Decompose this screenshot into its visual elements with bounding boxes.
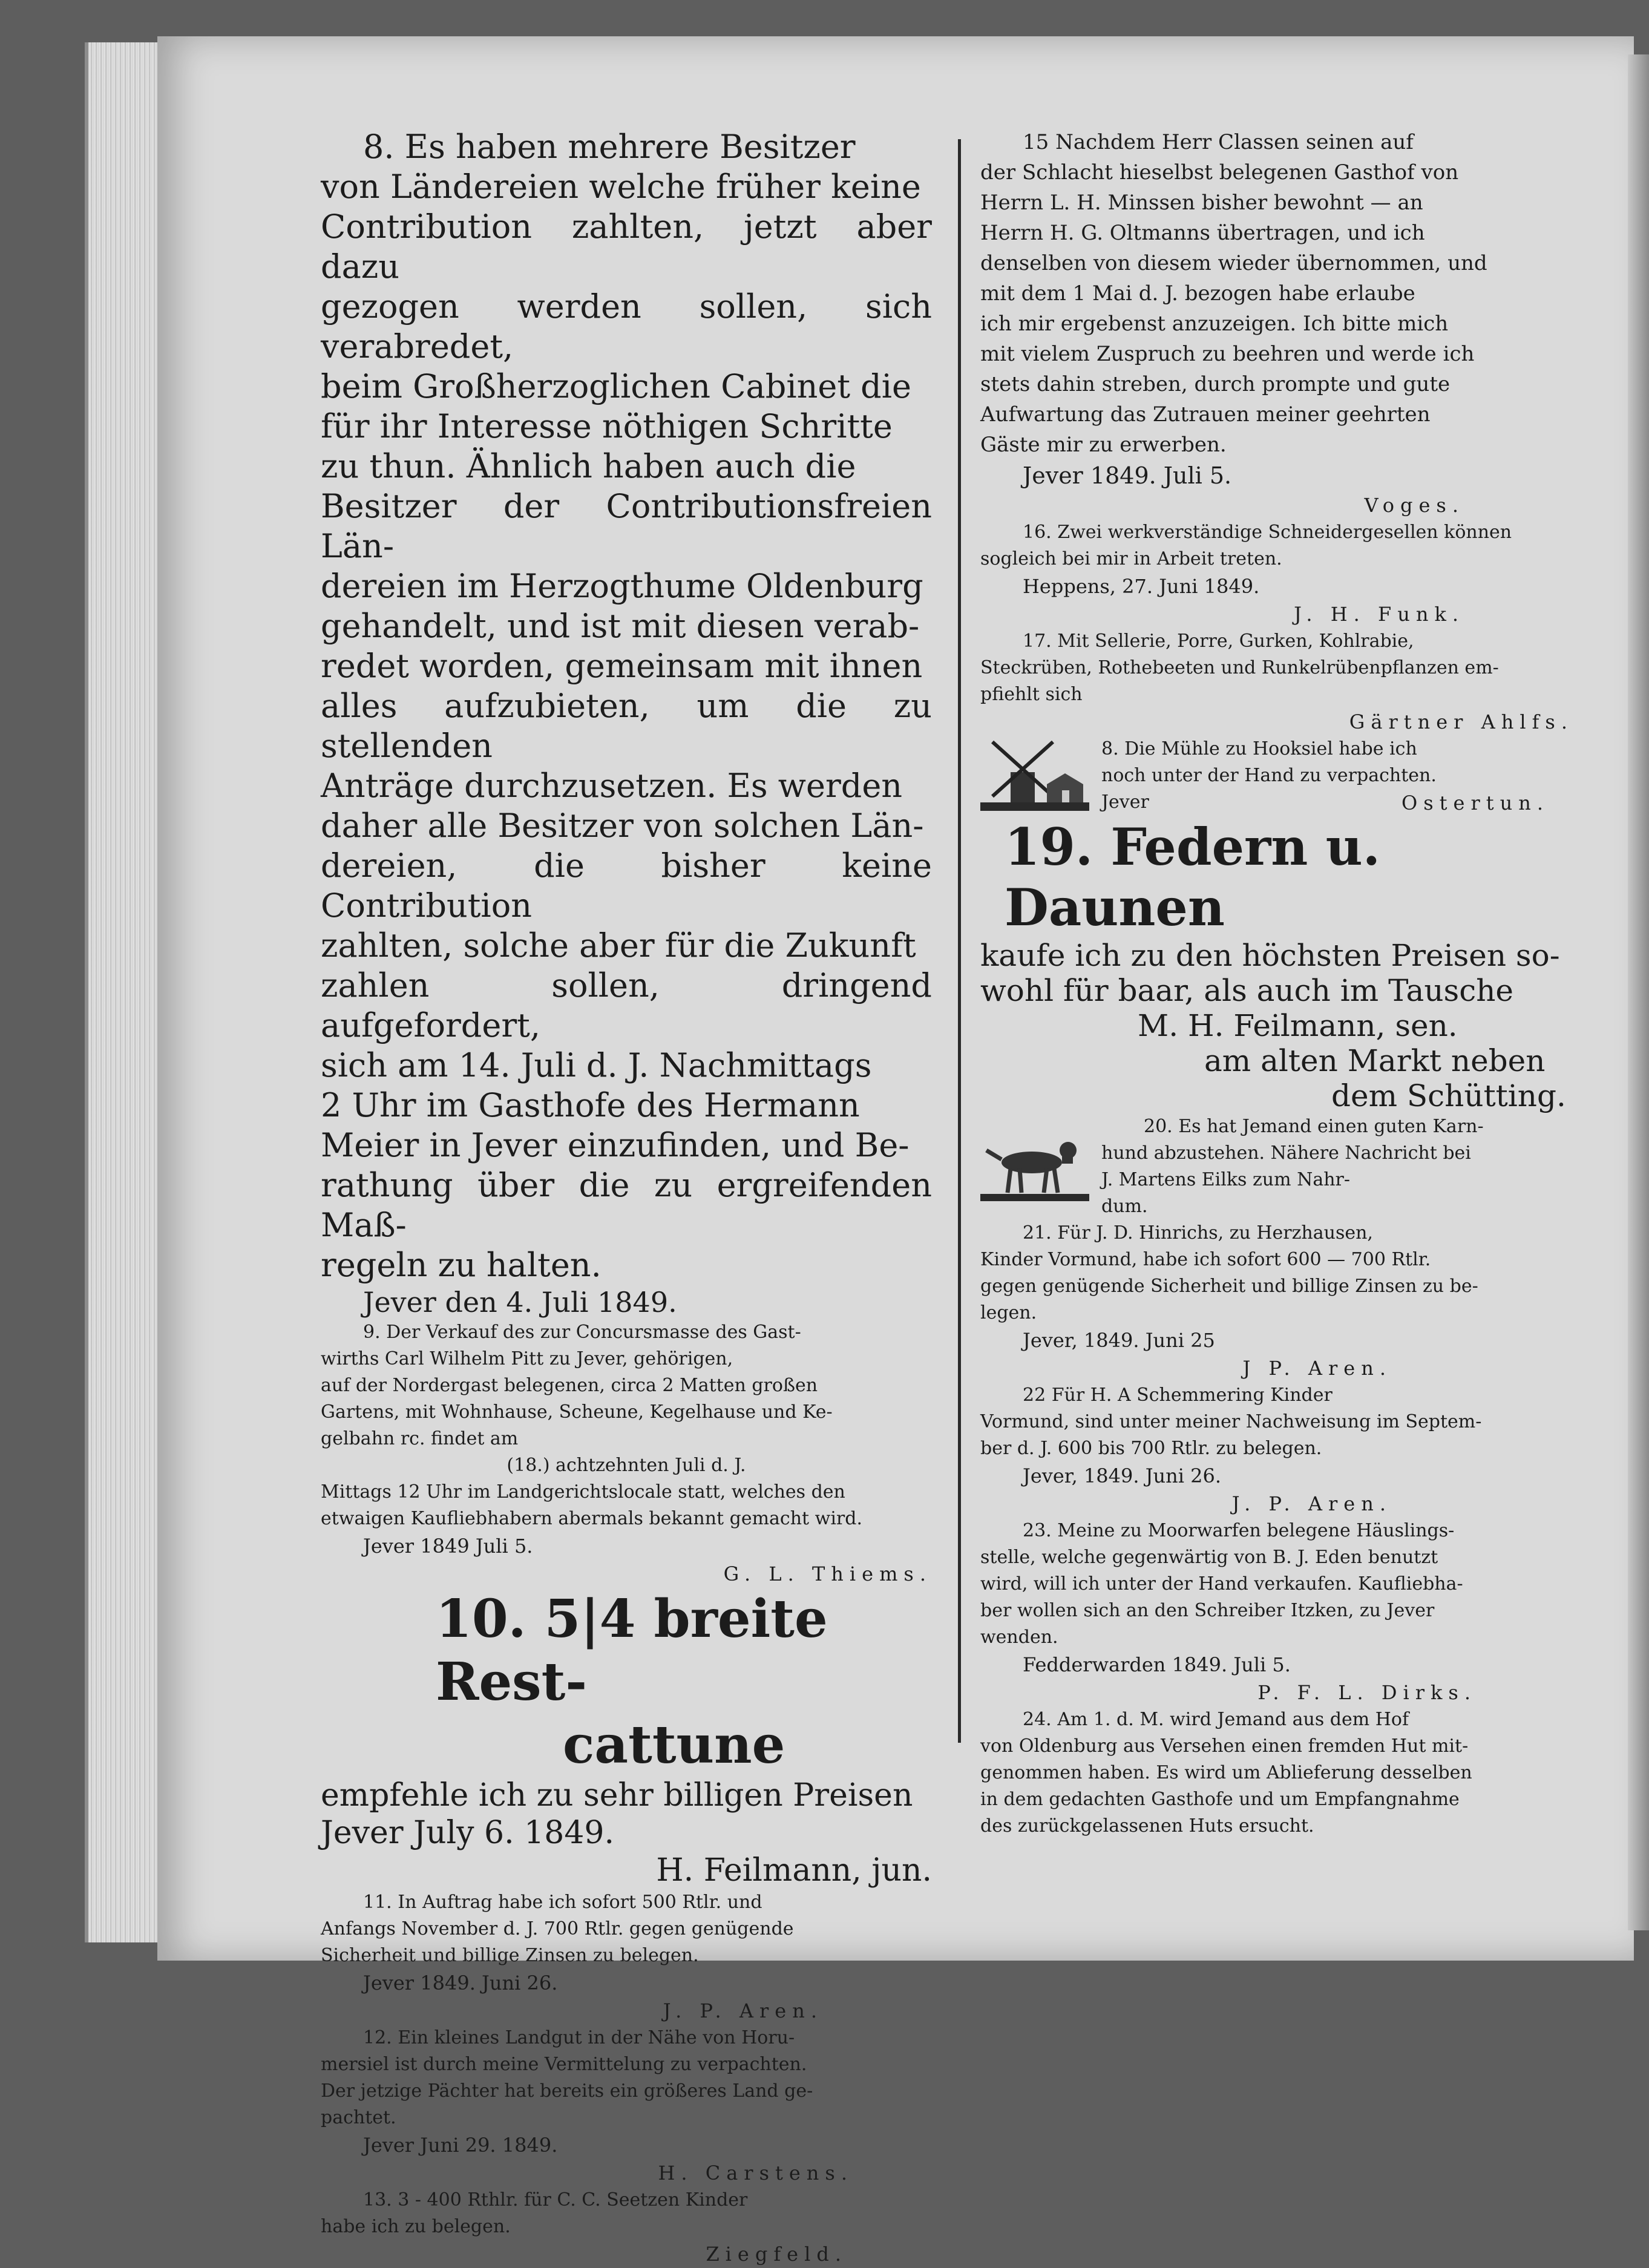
notice-9-line: Mittags 12 Uhr im Landgerichtslocale statt, welches den bbox=[321, 1481, 845, 1503]
notice-8-line: alles aufzubieten, um die zu stellenden bbox=[321, 687, 932, 765]
notice-23-line: wird, will ich unter der Hand verkaufen. Kaufliebha- bbox=[980, 1573, 1463, 1594]
notice-15-line: Gäste mir zu erwerben. bbox=[980, 433, 1227, 457]
notice-10-signature: H. Feilmann, jun. bbox=[656, 1852, 932, 1889]
notice-19-line: dem Schütting. bbox=[1331, 1078, 1566, 1113]
notice-17-signature: Gärtner Ahlfs. bbox=[1349, 710, 1573, 733]
notice-23-line: ber wollen sich an den Schreiber Itzken, zu Jever bbox=[980, 1600, 1435, 1621]
notice-9-line: wirths Carl Wilhelm Pitt zu Jever, gehörigen, bbox=[321, 1348, 733, 1369]
notice-11-line: 11. In Auftrag habe ich sofort 500 Rtlr. und bbox=[363, 1892, 762, 1913]
notice-11-date: Jever 1849. Juni 26. bbox=[363, 1971, 558, 1994]
notice-21-line: Kinder Vormund, habe ich sofort 600 — 700 Rtlr. bbox=[980, 1249, 1431, 1270]
notice-9-date: Jever 1849 Juli 5. bbox=[363, 1535, 533, 1558]
notice-8-line: redet worden, gemeinsam mit ihnen bbox=[321, 647, 923, 685]
notice-15-signature: Voges. bbox=[1364, 494, 1464, 517]
notice-10-headline: 10. 5|4 breite Rest- bbox=[436, 1588, 828, 1712]
notice-8-line: gezogen werden sollen, sich verabredet, bbox=[321, 287, 932, 365]
notice-12-signature: H. Carstens. bbox=[658, 2161, 853, 2184]
notice-8-line: sich am 14. Juli d. J. Nachmittags bbox=[321, 1046, 872, 1084]
notice-20 bbox=[980, 1113, 1573, 1220]
notice-8-line: zahlten, solche aber für die Zukunft bbox=[321, 926, 916, 965]
notice-12-line: pachtet. bbox=[321, 2107, 396, 2128]
notice-21-line: legen. bbox=[980, 1302, 1037, 1323]
notice-19-line: M. H. Feilmann, sen. bbox=[1138, 1008, 1458, 1043]
notice-10-line: Jever July 6. 1849. bbox=[321, 1815, 615, 1851]
notice-24-line: genommen haben. Es wird um Ablieferung desselben bbox=[980, 1762, 1472, 1783]
notice-12 bbox=[321, 2025, 932, 2187]
notice-9-line: 9. Der Verkauf des zur Concursmasse des Gast- bbox=[363, 1322, 801, 1343]
notice-15-line: 15 Nachdem Herr Classen seinen auf bbox=[1023, 130, 1414, 154]
notice-12-date: Jever Juni 29. 1849. bbox=[363, 2134, 558, 2157]
notice-8-date: Jever den 4. Juli 1849. bbox=[363, 1286, 677, 1319]
notice-10-headline-2: cattune bbox=[563, 1714, 785, 1775]
notice-16 bbox=[980, 519, 1573, 628]
notice-21 bbox=[980, 1220, 1573, 1382]
dog-illustration bbox=[980, 1126, 1089, 1207]
notice-23 bbox=[980, 1518, 1573, 1706]
notice-8-line: Contribution zahlten, jetzt aber dazu bbox=[321, 208, 932, 286]
notice-18-line: 8. Die Mühle zu Hooksiel habe ich bbox=[1101, 738, 1417, 759]
notice-11-signature: J. P. Aren. bbox=[663, 1999, 823, 2022]
notice-23-line: 23. Meine zu Moorwarfen belegene Häuslings- bbox=[1023, 1520, 1455, 1541]
notice-13-line: habe ich zu belegen. bbox=[321, 2216, 511, 2237]
notice-8-line: zahlen sollen, dringend aufgefordert, bbox=[321, 966, 932, 1044]
notice-22-line: ber d. J. 600 bis 700 Rtlr. zu belegen. bbox=[980, 1438, 1322, 1459]
notice-8-line: regeln zu halten. bbox=[321, 1246, 602, 1284]
notice-11-line: Anfangs November d. J. 700 Rtlr. gegen genügende bbox=[321, 1918, 794, 1939]
notice-21-line: gegen genügende Sicherheit und billige Zinsen zu be- bbox=[980, 1276, 1478, 1297]
notice-24 bbox=[980, 1706, 1573, 1840]
notice-10-line: empfehle ich zu sehr billigen Preisen bbox=[321, 1777, 913, 1814]
notice-16-line: 16. Zwei werkverständige Schneidergesellen können bbox=[1023, 522, 1512, 543]
notice-15-line: denselben von diesem wieder übernommen, und bbox=[980, 251, 1487, 275]
notice-17-line: Steckrüben, Rothebeeten und Runkelrübenpflanzen em- bbox=[980, 657, 1499, 678]
notice-23-signature: P. F. L. Dirks. bbox=[1257, 1681, 1477, 1704]
notice-8-line: Meier in Jever einzufinden, und Be- bbox=[321, 1126, 910, 1164]
notice-20-line: J. Martens Eilks zum Nahr- bbox=[1101, 1169, 1351, 1190]
notice-9 bbox=[321, 1319, 932, 1588]
notice-24-line: des zurückgelassenen Huts ersucht. bbox=[980, 1815, 1314, 1837]
notice-13-signature: Ziegfeld. bbox=[706, 2243, 847, 2266]
notice-24-line: von Oldenburg aus Versehen einen fremden Hut mit- bbox=[980, 1735, 1469, 1757]
notice-15-line: stets dahin streben, durch prompte und gute bbox=[980, 372, 1451, 396]
notice-19-line: wohl für baar, als auch im Tausche bbox=[980, 973, 1514, 1008]
notice-19-headline: 19. Federn u. Daunen bbox=[1005, 817, 1380, 937]
notice-8-line: für ihr Interesse nöthigen Schritte bbox=[321, 407, 893, 445]
notice-8-line: gehandelt, und ist mit diesen verab- bbox=[321, 607, 920, 645]
notice-15-line: mit vielem Zuspruch zu beehren und werde ich bbox=[980, 342, 1475, 366]
notice-17-line: 17. Mit Sellerie, Porre, Gurken, Kohlrabie, bbox=[1023, 631, 1414, 652]
notice-15-line: der Schlacht hieselbst belegenen Gasthof von bbox=[980, 160, 1459, 185]
notice-24-line: 24. Am 1. d. M. wird Jemand aus dem Hof bbox=[1023, 1709, 1409, 1730]
notice-12-line: mersiel ist durch meine Vermittelung zu verpachten. bbox=[321, 2054, 807, 2075]
notice-9-line: gelbahn rc. findet am bbox=[321, 1428, 519, 1449]
notice-23-line: wenden. bbox=[980, 1627, 1058, 1648]
notice-16-signature: J. H. Funk. bbox=[1294, 603, 1464, 626]
column-divider bbox=[958, 139, 961, 1743]
notice-15-line: Herrn L. H. Minssen bisher bewohnt — an bbox=[980, 191, 1423, 215]
notice-17-line: pfiehlt sich bbox=[980, 684, 1083, 705]
notice-11 bbox=[321, 1889, 932, 2025]
notice-20-line: dum. bbox=[1101, 1196, 1148, 1217]
notice-15-line: Aufwartung das Zutrauen meiner geehrten bbox=[980, 402, 1431, 427]
notice-9-line: Gartens, mit Wohnhause, Scheune, Kegelhause und Ke- bbox=[321, 1401, 833, 1423]
windmill-illustration bbox=[980, 736, 1089, 817]
book-cover-edge bbox=[1628, 54, 1649, 1930]
notice-21-line: 21. Für J. D. Hinrichs, zu Herzhausen, bbox=[1023, 1222, 1373, 1244]
notice-19 bbox=[980, 817, 1573, 1113]
notice-9-auction-date: (18.) achtzehnten Juli d. J. bbox=[507, 1455, 746, 1476]
notice-23-date: Fedderwarden 1849. Juli 5. bbox=[1023, 1653, 1291, 1676]
notice-8-line: 2 Uhr im Gasthofe des Hermann bbox=[321, 1086, 860, 1124]
notice-18-place: Jever bbox=[1101, 792, 1149, 813]
notice-16-date: Heppens, 27. Juni 1849. bbox=[1023, 575, 1260, 598]
notice-22-line: Vormund, sind unter meiner Nachweisung im Septem- bbox=[980, 1411, 1482, 1432]
notice-19-line: kaufe ich zu den höchsten Preisen so- bbox=[980, 938, 1560, 973]
notice-19-line: am alten Markt neben bbox=[1204, 1043, 1546, 1078]
notice-8-line: 8. Es haben mehrere Besitzer bbox=[363, 128, 856, 166]
notice-10 bbox=[321, 1588, 932, 1889]
notice-12-line: 12. Ein kleines Landgut in der Nähe von Horu- bbox=[363, 2027, 795, 2048]
notice-8-line: zu thun. Ähnlich haben auch die bbox=[321, 447, 856, 485]
notice-11-line: Sicherheit und billige Zinsen zu belegen. bbox=[321, 1945, 699, 1966]
notice-8-line: Anträge durchzusetzen. Es werden bbox=[321, 767, 903, 805]
left-column bbox=[321, 127, 932, 2268]
notice-18-signature: Ostertun. bbox=[1401, 792, 1549, 814]
notice-16-line: sogleich bei mir in Arbeit treten. bbox=[980, 548, 1282, 569]
notice-20-line: hund abzustehen. Nähere Nachricht bei bbox=[1101, 1142, 1471, 1164]
notice-21-signature: J P. Aren. bbox=[1242, 1357, 1392, 1380]
notice-22-signature: J. P. Aren. bbox=[1231, 1492, 1392, 1515]
notice-8-line: Besitzer der Contributionsfreien Län- bbox=[321, 487, 932, 565]
notice-9-signature: G. L. Thiems. bbox=[723, 1562, 932, 1585]
notice-15-date: Jever 1849. Juli 5. bbox=[1023, 462, 1232, 489]
notice-8-line: dereien im Herzogthume Oldenburg bbox=[321, 567, 923, 605]
notice-22 bbox=[980, 1382, 1573, 1518]
notice-13 bbox=[321, 2187, 932, 2268]
notice-22-date: Jever, 1849. Juni 26. bbox=[1023, 1464, 1222, 1487]
notice-20-line: 20. Es hat Jemand einen guten Karn- bbox=[1144, 1116, 1484, 1137]
notice-13-line: 13. 3 - 400 Rthlr. für C. C. Seetzen Kinder bbox=[363, 2189, 748, 2211]
notice-15 bbox=[980, 127, 1573, 519]
notice-17 bbox=[980, 628, 1573, 736]
notice-8-line: daher alle Besitzer von solchen Län- bbox=[321, 807, 924, 845]
notice-24-line: in dem gedachten Gasthofe und um Empfangnahme bbox=[980, 1789, 1460, 1810]
notice-15-line: mit dem 1 Mai d. J. bezogen habe erlaube bbox=[980, 281, 1415, 306]
notice-12-line: Der jetzige Pächter hat bereits ein größeres Land ge- bbox=[321, 2080, 813, 2102]
notice-18-line: noch unter der Hand zu verpachten. bbox=[1101, 765, 1437, 786]
notice-8-line: von Ländereien welche früher keine bbox=[321, 168, 921, 206]
notice-8-line: rathung über die zu ergreifenden Maß- bbox=[321, 1166, 932, 1244]
notice-15-line: ich mir ergebenst anzuzeigen. Ich bitte mich bbox=[980, 312, 1449, 336]
notice-8-line: dereien, die bisher keine Contribution bbox=[321, 847, 932, 925]
notice-22-line: 22 Für H. A Schemmering Kinder bbox=[1023, 1385, 1333, 1406]
notice-9-line: auf der Nordergast belegenen, circa 2 Matten großen bbox=[321, 1375, 818, 1396]
notice-21-date: Jever, 1849. Juni 25 bbox=[1023, 1329, 1215, 1352]
notice-18 bbox=[980, 736, 1573, 817]
notice-15-line: Herrn H. G. Oltmanns übertragen, und ich bbox=[980, 221, 1425, 245]
notice-8 bbox=[321, 127, 932, 1319]
notice-8-line: beim Großherzoglichen Cabinet die bbox=[321, 367, 911, 405]
notice-23-line: stelle, welche gegenwärtig von B. J. Eden benutzt bbox=[980, 1547, 1438, 1568]
notice-9-line: etwaigen Kaufliebhabern abermals bekannt gemacht wird. bbox=[321, 1508, 862, 1529]
right-column bbox=[980, 127, 1573, 1840]
